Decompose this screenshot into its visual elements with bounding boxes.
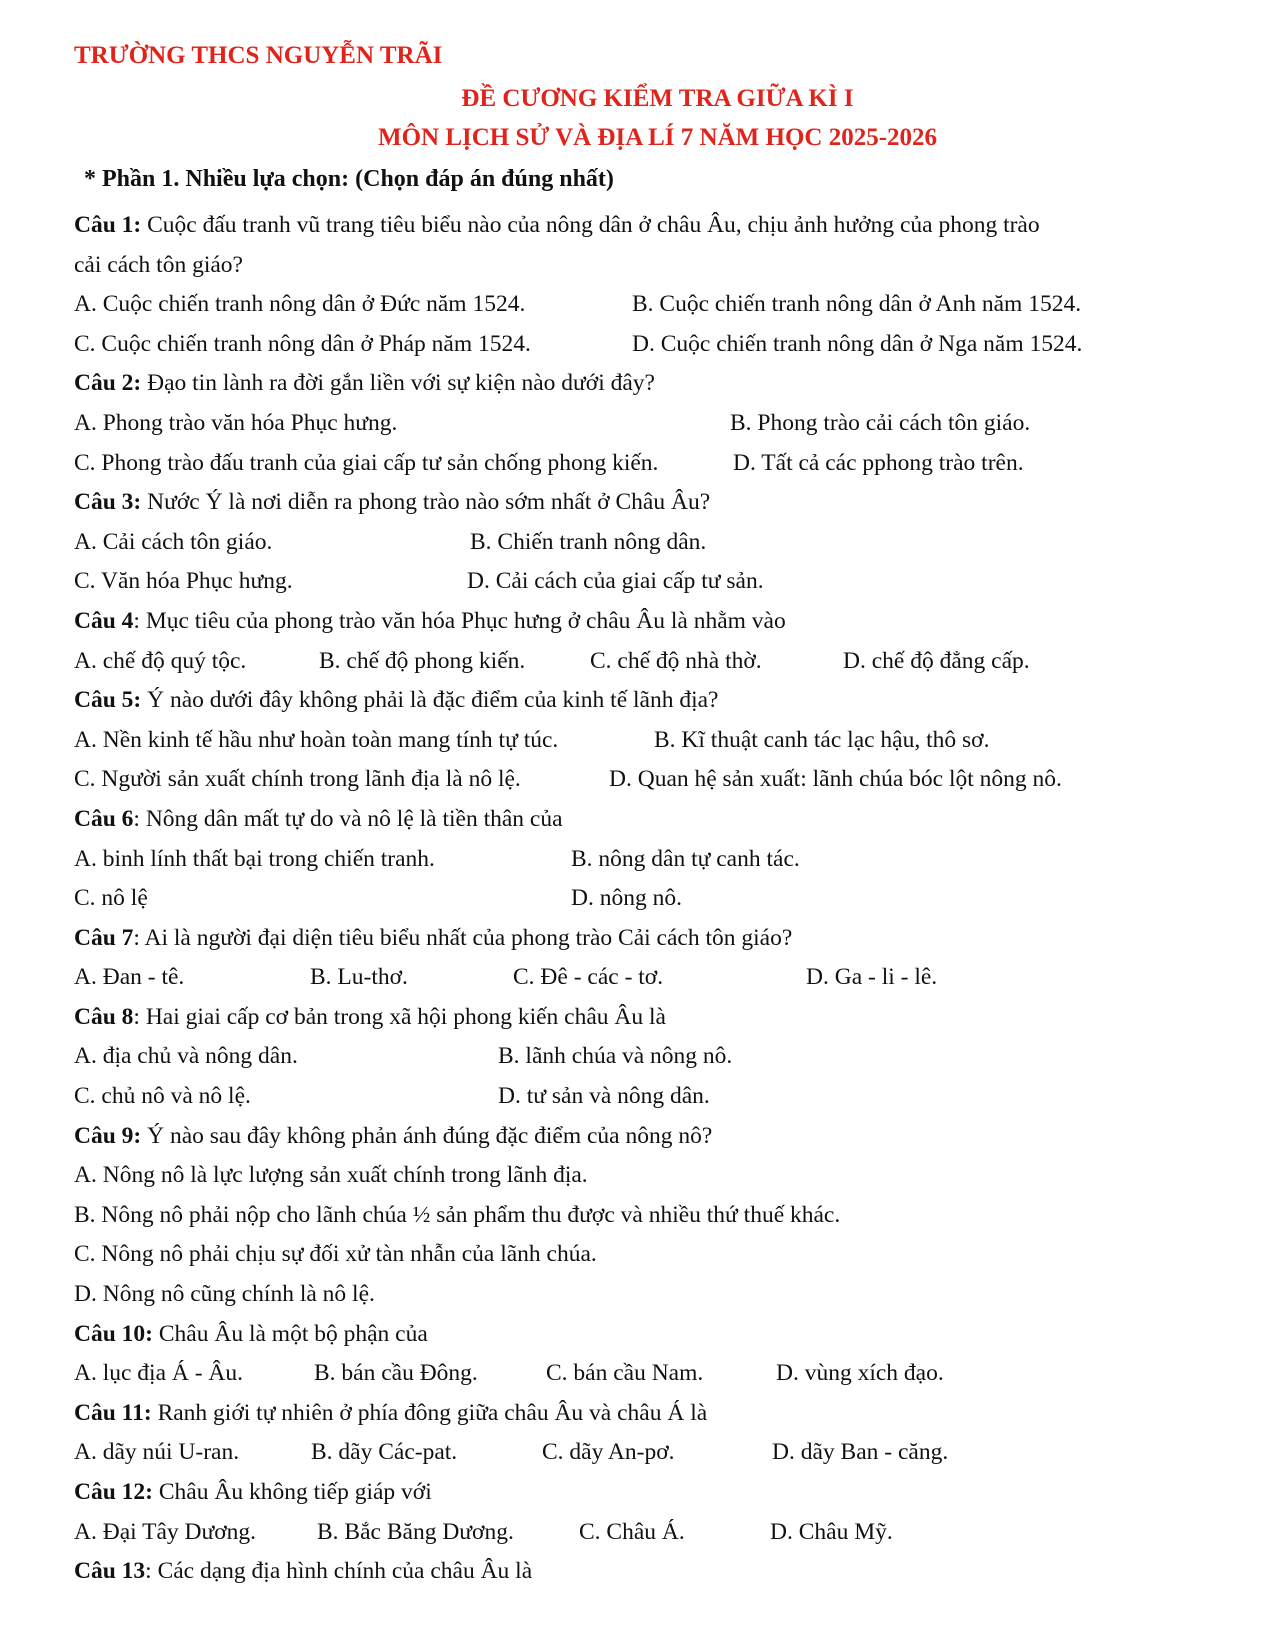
question-12 [74,1473,1214,1513]
answer-option: D. tư sản và nông dân. [498,1083,710,1110]
answer-option: A. địa chủ và nông dân. [74,1043,298,1070]
answer-row [74,879,1214,919]
answer-option: C. chủ nô và nô lệ. [74,1083,251,1110]
answer-option: C. Phong trào đấu tranh của giai cấp tư sản chống phong kiến. [74,449,659,476]
answer-option: C. Cuộc chiến tranh nông dân ở Pháp năm 1524. [74,330,531,357]
question-11 [74,1394,1214,1434]
answer-option: B. lãnh chúa và nông nô. [498,1043,733,1070]
question-4 [74,602,1214,642]
question-9 [74,1117,1214,1157]
answer-option: C. Đê - các - tơ. [513,964,664,991]
answer-option: A. lục địa Á - Âu. [74,1360,244,1387]
answer-option: C. Nông nô phải chịu sự đối xử tàn nhẫn của lãnh chúa. [74,1241,597,1268]
question-label: Câu 11: [74,1399,152,1426]
question-label: Câu 3: [74,489,142,516]
answer-option: B. dãy Các-pat. [311,1439,458,1466]
question-text: : Nông dân mất tự do và nô lệ là tiền thân của [133,805,563,832]
answer-option: D. Cuộc chiến tranh nông dân ở Nga năm 1524. [632,330,1083,357]
answer-row [74,840,1214,880]
answer-option: D. vùng xích đạo. [776,1360,944,1387]
answer-option: A. Đan - tê. [74,964,185,991]
answer-option: B. Lu-thơ. [310,964,408,991]
question-label: Câu 13 [74,1558,146,1585]
answer-option: D. Quan hệ sản xuất: lãnh chúa bóc lột nông nô. [609,766,1062,793]
answer-row [74,444,1214,484]
answer-row [74,523,1214,563]
answer-option: B. Nông nô phải nộp cho lãnh chúa ½ sản phẩm thu được và nhiều thứ thuế khác. [74,1201,841,1228]
school-name: TRƯỜNG THCS NGUYỄN TRÃI [74,42,443,69]
answer-option: B. Kĩ thuật canh tác lạc hậu, thô sơ. [654,726,990,753]
question-7 [74,919,1214,959]
answer-row [74,1077,1214,1117]
question-label: Câu 2: [74,370,142,397]
answer-option: B. bán cầu Đông. [314,1360,478,1387]
question-label: Câu 12: [74,1479,153,1505]
answer-option: D. chế độ đẳng cấp. [843,647,1030,674]
question-text: Châu Âu không tiếp giáp với [153,1479,432,1505]
answer-row [74,285,1214,325]
answer-row [74,1354,1214,1394]
answer-row [74,562,1214,602]
answer-row [74,721,1214,761]
answer-row [74,642,1214,682]
answer-option: D. Ga - li - lê. [806,964,938,991]
answer-row [74,1513,1214,1553]
question-10 [74,1315,1214,1355]
answer-option: A. Nông nô là lực lượng sản xuất chính trong lãnh địa. [74,1162,588,1189]
answer-option: D. Tất cả các pphong trào trên. [733,449,1024,476]
document-title: ĐỀ CƯƠNG KIỂM TRA GIỮA KÌ I [461,85,854,112]
answer-row [74,325,1214,365]
answer-option: C. dãy An-pơ. [542,1439,675,1466]
question-13 [74,1552,1214,1592]
answer-option: C. Châu Á. [579,1518,685,1545]
question-text: Ý nào dưới đây không phải là đặc điểm của kinh tế lãnh địa? [141,687,719,714]
answer-option: C. bán cầu Nam. [546,1360,704,1387]
question-text: Nước Ý là nơi diễn ra phong trào nào sớm nhất ở Châu Âu? [141,489,711,516]
question-label: Câu 9: [74,1122,142,1149]
answer-option: B. Chiến tranh nông dân. [470,528,707,555]
question-list [74,206,1214,1592]
answer-option: C. Người sản xuất chính trong lãnh địa là nô lệ. [74,766,521,793]
answer-row [74,1037,1214,1077]
question-text: Ý nào sau đây không phản ánh đúng đặc điểm của nông nô? [141,1122,713,1149]
answer-option: D. Nông nô cũng chính là nô lệ. [74,1281,375,1308]
question-text: : Ai là người đại diện tiêu biểu nhất của phong trào Cải cách tôn giáo? [133,924,793,951]
question-text: : Hai giai cấp cơ bản trong xã hội phong kiến châu Âu là [133,1003,666,1030]
question-5 [74,681,1214,721]
document-subtitle: MÔN LỊCH SỬ VÀ ĐỊA LÍ 7 NĂM HỌC 2025-2026 [377,124,938,151]
question-6 [74,800,1214,840]
section-heading: * Phần 1. Nhiều lựa chọn: (Chọn đáp án đúng nhất) [84,166,614,192]
answer-option: B. nông dân tự canh tác. [571,845,800,872]
question-1 [74,206,1214,246]
answer-option: A. Cuộc chiến tranh nông dân ở Đức năm 1524. [74,291,526,318]
question-text: Châu Âu là một bộ phận của [153,1320,428,1347]
question-label: Câu 6 [74,805,134,832]
answer-row [74,1433,1214,1473]
question-2 [74,364,1214,404]
answer-option: C. chế độ nhà thờ. [590,647,762,674]
answer-option: B. Cuộc chiến tranh nông dân ở Anh năm 1524. [632,291,1082,318]
question-label: Câu 10: [74,1320,153,1347]
question-label: Câu 8 [74,1003,134,1030]
question-text: Đạo tin lành ra đời gắn liền với sự kiện nào dưới đây? [141,370,655,397]
answer-row [74,958,1214,998]
answer-option: A. chế độ quý tộc. [74,647,247,674]
answer-option: D. Cải cách của giai cấp tư sản. [467,568,764,595]
answer-option: A. Cải cách tôn giáo. [74,528,273,555]
question-text: : Các dạng địa hình chính của châu Âu là [145,1558,533,1585]
answer-option: A. Nền kinh tế hầu như hoàn toàn mang tính tự túc. [74,726,559,753]
question-text: Cuộc đấu tranh vũ trang tiêu biểu nào của nông dân ở châu Âu, chịu ảnh hưởng của phong trào [141,212,1040,238]
answer-option: B. chế độ phong kiến. [319,647,526,674]
answer-option: C. Văn hóa Phục hưng. [74,568,293,595]
question-label: Câu 4 [74,607,134,634]
answer-option: A. dãy núi U-ran. [74,1439,240,1466]
question-8 [74,998,1214,1038]
answer-row [74,760,1214,800]
answer-option: B. Bắc Băng Dương. [317,1518,514,1545]
question-label: Câu 5: [74,687,142,714]
answer-option: D. nông nô. [571,885,682,912]
question-label: Câu 1: [74,212,142,238]
answer-option: A. Đại Tây Dương. [74,1518,257,1545]
question-label: Câu 7 [74,924,134,951]
answer-option: D. Châu Mỹ. [770,1518,893,1545]
question-text: : Mục tiêu của phong trào văn hóa Phục hưng ở châu Âu là nhằm vào [133,607,786,634]
answer-option: D. dãy Ban - căng. [772,1439,949,1466]
answer-option: C. nô lệ [74,885,148,912]
question-1-text-cont: cải cách tôn giáo? [74,251,243,278]
question-3 [74,483,1214,523]
answer-option: B. Phong trào cải cách tôn giáo. [730,409,1031,436]
answer-row [74,404,1214,444]
answer-option: A. Phong trào văn hóa Phục hưng. [74,409,398,436]
question-text: Ranh giới tự nhiên ở phía đông giữa châu Âu và châu Á là [151,1399,708,1426]
answer-option: A. binh lính thất bại trong chiến tranh. [74,845,435,872]
